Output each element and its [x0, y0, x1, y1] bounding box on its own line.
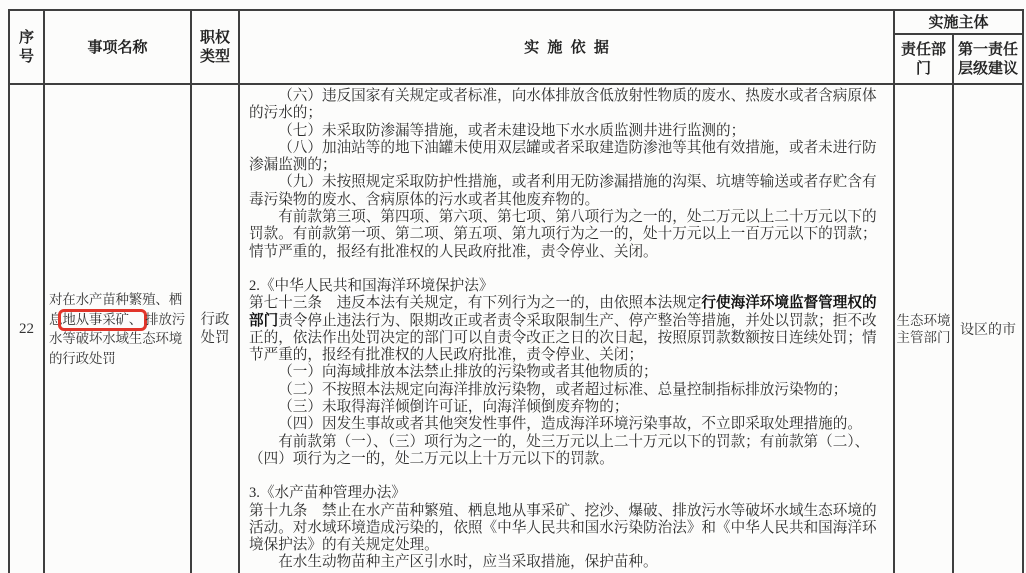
red-highlight-box: 地从事采矿、	[58, 309, 147, 331]
basis-paragraph	[249, 554, 884, 571]
cell-first-responsibility-level: 设区的市	[953, 84, 1023, 573]
matter-text-post: 排放污水等破坏水域生态环境的行政处罚	[49, 311, 186, 366]
basis-paragraph	[249, 140, 884, 175]
basis-text-run: （三）未取得海洋倾倒许可证，向海洋倾倒废弃物的；	[278, 399, 629, 416]
basis-text-run: （九）未按照规定采取防护性措施，或者利用无防渗漏措施的沟渠、坑塘等输送或者存贮含有毒污染物的废水、含病原体的污水或者其他废弃物的。	[249, 174, 877, 208]
header-matter-name: 事项名称	[44, 10, 191, 84]
cell-responsible-department: 生态环境主管部门	[894, 84, 953, 573]
basis-text-run: 有前款第三项、第四项、第六项、第七项、第八项行为之一的，处二万元以上二十万元以下的罚款。有前款第一项、第二项、第五项、第九项行为之一的，处十万元以上一百万元以下的罚款；情节严重的，报经有批准权的人民政府批准，责令停业、关闭。	[249, 209, 877, 260]
basis-text-run: （二）不按照本法规定向海洋排放污染物，或者超过标准、总量控制指标排放污染物的；	[278, 381, 848, 398]
basis-paragraph	[249, 278, 884, 295]
basis-paragraph	[249, 434, 884, 469]
basis-paragraph	[249, 174, 884, 209]
basis-text-run: 3.《水产苗种管理办法》	[249, 485, 406, 502]
basis-text-run: 第十九条 禁止在水产苗种繁殖、栖息地从事采矿、挖沙、爆破、排放污水等破坏水域生态环境的活动。对水域环境造成污染的，依照《中华人民共和国水污染防治法》和《中华人民共和国海洋环境保护法》的有关规定处理。	[249, 502, 877, 554]
header-serial: 序号	[9, 10, 44, 84]
basis-paragraph	[249, 485, 884, 502]
basis-paragraph	[249, 209, 884, 261]
basis-paragraph	[249, 382, 884, 399]
header-authority-type: 职权类型	[191, 10, 239, 84]
basis-text-run: （一）向海域排放本法禁止排放的污染物或者其他物质的；	[278, 364, 658, 381]
header-implementation-basis: 实施依据	[239, 10, 894, 84]
cell-serial-number: 22	[9, 84, 44, 573]
basis-text-run: （四）因发生事故或者其他突发性事件，造成海洋环境污染事故，不立即采取处理措施的。	[278, 416, 862, 433]
cell-matter-name	[44, 84, 191, 573]
basis-text-run: 有前款第（一）、（三）项行为之一的，处三万元以上二十万元以下的罚款；有前款第（二）、（四）项行为之一的，处二万元以上十万元以下的罚款。	[249, 433, 870, 467]
cell-authority-type: 行政处罚	[191, 84, 239, 573]
basis-text-run: （六）违反国家有关规定或者标准，向水体排放含低放射性物质的废水、热废水或者含病原体的污水的；	[249, 88, 877, 122]
cell-implementation-basis	[239, 84, 894, 573]
basis-paragraph	[249, 88, 884, 123]
header-first-responsibility-level: 第一责任层级建议	[953, 34, 1023, 84]
matter-text-pre: 对在水产苗种繁殖、栖息	[49, 292, 182, 327]
basis-bold-run: 行使海洋环境监督管理权的部门	[249, 295, 877, 329]
header-implementation-subject: 实施主体	[894, 10, 1023, 34]
header-responsible-department: 责任部门	[894, 34, 953, 84]
basis-text-run: 责令停止违法行为、限期改正或者责令采取限制生产、停产整治等措施，并处以罚款；拒不改正的，依法作出处罚决定的部门可以自责令改正之日的次日起，按照原罚款数额按日连续处罚；情节严重的，报经有批准权的人民政府批准，责令停业、关闭；	[249, 312, 877, 364]
table-row	[9, 84, 1023, 573]
basis-text-run: 2.《中华人民共和国海洋环境保护法》	[249, 277, 494, 294]
basis-text-run: 第七十三条 违反本法有关规定，有下列行为之一的，由依照本法规定	[249, 295, 702, 312]
basis-paragraph	[249, 295, 884, 364]
basis-paragraph	[249, 399, 884, 416]
basis-text-run: （八）加油站等的地下油罐未使用双层罐或者采取建造防渗池等其他有效措施，或者未进行防渗漏监测的；	[249, 139, 877, 174]
basis-paragraph	[249, 503, 884, 555]
basis-text-run: 在水生动物苗种主产区引水时，应当采取措施，保护苗种。	[278, 554, 658, 571]
basis-text-run: （七）未采取防渗漏等措施，或者未建设地下水水质监测井进行监测的；	[278, 122, 746, 139]
penalty-matters-table	[8, 9, 1024, 573]
basis-paragraph	[249, 123, 884, 140]
basis-paragraph	[249, 416, 884, 433]
basis-paragraph	[249, 364, 884, 381]
